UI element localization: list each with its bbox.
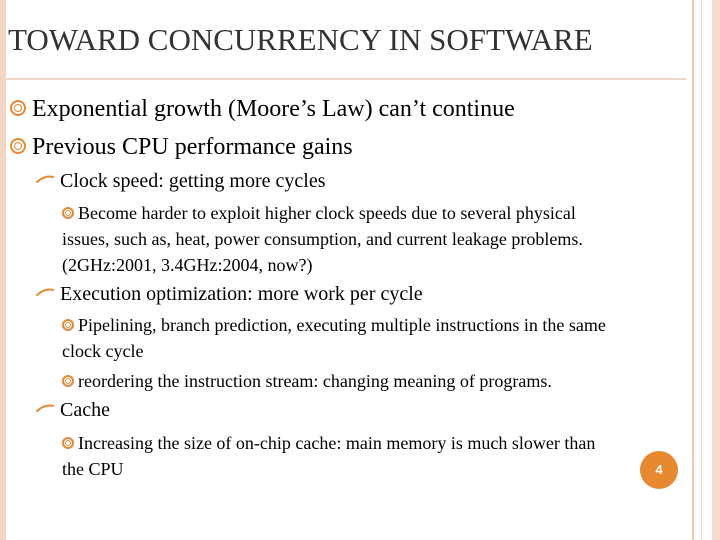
- bullet-text: Exponential growth (Moore’s Law) can’t continue: [32, 96, 515, 122]
- right-border-line: [692, 0, 694, 540]
- ring-bullet-icon: [62, 319, 74, 331]
- bullet-item-level2: [36, 283, 423, 306]
- right-border-line-thin: [701, 0, 702, 540]
- swoosh-bullet-icon: [36, 403, 54, 413]
- bullet-item-level1: [10, 96, 515, 123]
- slide-title: TOWARD CONCURRENCY IN SOFTWARE: [8, 22, 593, 57]
- swoosh-bullet-icon: [36, 287, 54, 297]
- bullet-item-level1: [10, 134, 353, 161]
- bullet-text: Cache: [60, 399, 110, 421]
- ring-bullet-icon: [10, 138, 26, 154]
- bullet-text: Execution optimization: more work per cycle: [60, 283, 423, 305]
- ring-bullet-icon: [62, 437, 74, 449]
- ring-bullet-icon: [10, 100, 26, 116]
- bullet-text: Increasing the size of on-chip cache: main memory is much slower than the CPU: [62, 433, 596, 479]
- page-number-badge: 4: [640, 451, 678, 489]
- bullet-item-level3: [62, 200, 622, 278]
- bullet-text: Become harder to exploit higher clock speeds due to several physical issues, such as, heat, power consumption, and current leakage problems. (2GHz:2001, 3.4GHz:2004, now?): [62, 203, 583, 275]
- title-divider: [6, 78, 686, 80]
- left-border-accent: [0, 0, 6, 540]
- bullet-text: Previous CPU performance gains: [32, 134, 353, 160]
- bullet-item-level3: [62, 430, 602, 482]
- bullet-text: Pipelining, branch prediction, executing multiple instructions in the same clock cycle: [62, 315, 606, 361]
- ring-bullet-icon: [62, 375, 74, 387]
- bullet-item-level2: [36, 170, 325, 193]
- right-border-accent: [712, 0, 720, 540]
- bullet-text: reordering the instruction stream: changing meaning of programs.: [78, 371, 552, 391]
- bullet-text: Clock speed: getting more cycles: [60, 170, 326, 192]
- ring-bullet-icon: [62, 207, 74, 219]
- bullet-item-level3: [62, 312, 632, 364]
- bullet-item-level3: [62, 368, 652, 394]
- swoosh-bullet-icon: [36, 174, 54, 184]
- bullet-item-level2: [36, 399, 110, 422]
